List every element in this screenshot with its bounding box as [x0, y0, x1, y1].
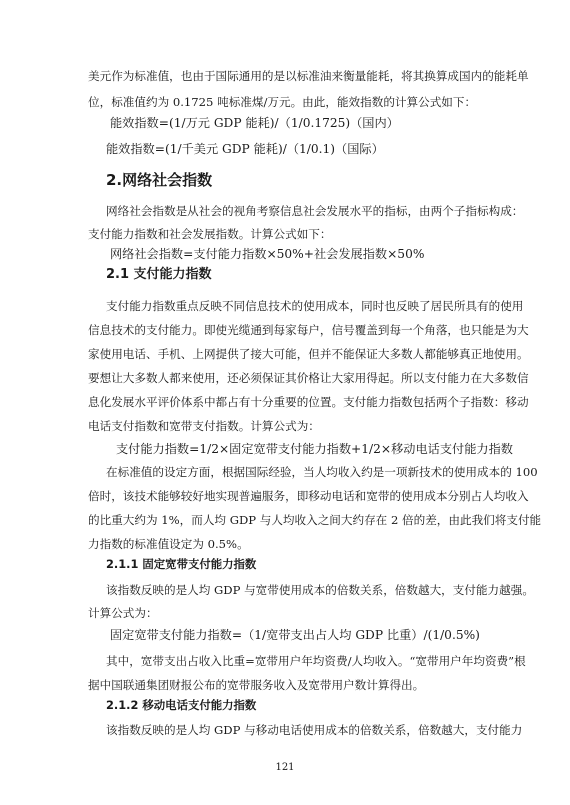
- paragraph-line: 支付能力指数重点反映不同信息技术的使用成本，同时也反映了居民所具有的使用: [106, 299, 524, 313]
- paragraph-line: 要想让大多数人都来使用，还必须保证其价格让大家用得起。所以支付能力在大多数信: [88, 371, 529, 385]
- paragraph-line: 信息技术的支付能力。即使光缆通到每家每户，信号覆盖到每一个角落，也只能是为大: [88, 323, 529, 337]
- paragraph-line: 在标准值的设定方面，根据国际经验，当人均收入约是一项新技术的使用成本的 100: [106, 465, 538, 479]
- paragraph-line: 力指数的标准值设定为 0.5%。: [88, 537, 249, 551]
- paragraph-line: 美元作为标准值，也由于国际通用的是以标准油来衡量能耗，将其换算成国内的能耗单: [88, 69, 529, 83]
- paragraph-line: 倍时，该技术能够较好地实现普遍服务，即移动电话和宽带的使用成本分别占人均收入: [88, 489, 529, 503]
- paragraph-line: 据中国联通集团财报公布的宽带服务收入及宽带用户数计算得出。: [88, 678, 425, 692]
- paragraph-line: 计算公式为：: [88, 606, 158, 620]
- paragraph-line: 该指数反映的是人均 GDP 与移动电话使用成本的倍数关系，倍数越大，支付能力: [106, 723, 523, 737]
- section-heading-2-1-2: 2.1.2 移动电话支付能力指数: [106, 698, 257, 712]
- paragraph-line: 网络社会指数是从社会的视角考察信息社会发展水平的指标，由两个子指标构成：: [106, 204, 524, 218]
- section-heading-2: 2.网络社会指数: [106, 171, 213, 189]
- paragraph-line: 其中，宽带支出占收入比重=宽带用户年均资费/人均收入。“宽带用户年均资费”根: [106, 654, 526, 668]
- paragraph-line: 家使用电话、手机、上网提供了接大可能，但并不能保证大多数人都能够真正地使用。: [88, 347, 529, 361]
- paragraph-line: 电话支付指数和宽带支付指数。计算公式为：: [88, 419, 320, 433]
- section-heading-2-1-1: 2.1.1 固定宽带支付能力指数: [106, 557, 257, 571]
- paragraph-line: 支付能力指数和社会发展指数。计算公式如下：: [88, 227, 332, 241]
- page-number: 121: [275, 762, 295, 773]
- paragraph-line: 息化发展水平评价体系中都占有十分重要的位置。支付能力指数包括两个子指数：移动: [88, 395, 529, 409]
- paragraph-line: 该指数反映的是人均 GDP 与宽带使用成本的倍数关系，倍数越大，支付能力越强。: [106, 583, 534, 597]
- formula-fixed-broadband: 固定宽带支付能力指数=（1/宽带支出占人均 GDP 比重）/(1/0.5%): [110, 628, 480, 642]
- formula-energy-domestic: 能效指数=(1/万元 GDP 能耗)/（1/0.1725)（国内）: [110, 116, 399, 130]
- paragraph-line: 位，标准值约为 0.1725 吨标准煤/万元。由此，能效指数的计算公式如下：: [88, 95, 477, 109]
- section-heading-2-1: 2.1 支付能力指数: [106, 267, 212, 282]
- formula-affordability: 支付能力指数=1/2×固定宽带支付能力指数+1/2×移动电话支付能力指数: [116, 442, 513, 456]
- paragraph-line: 的比重大约为 1%，而人均 GDP 与人均收入之间大约存在 2 倍的差，由此我们将支付能: [88, 513, 542, 527]
- formula-network-society: 网络社会指数=支付能力指数×50%+社会发展指数×50%: [110, 247, 425, 261]
- formula-energy-international: 能效指数=(1/千美元 GDP 能耗)/（1/0.1)（国际）: [106, 142, 384, 156]
